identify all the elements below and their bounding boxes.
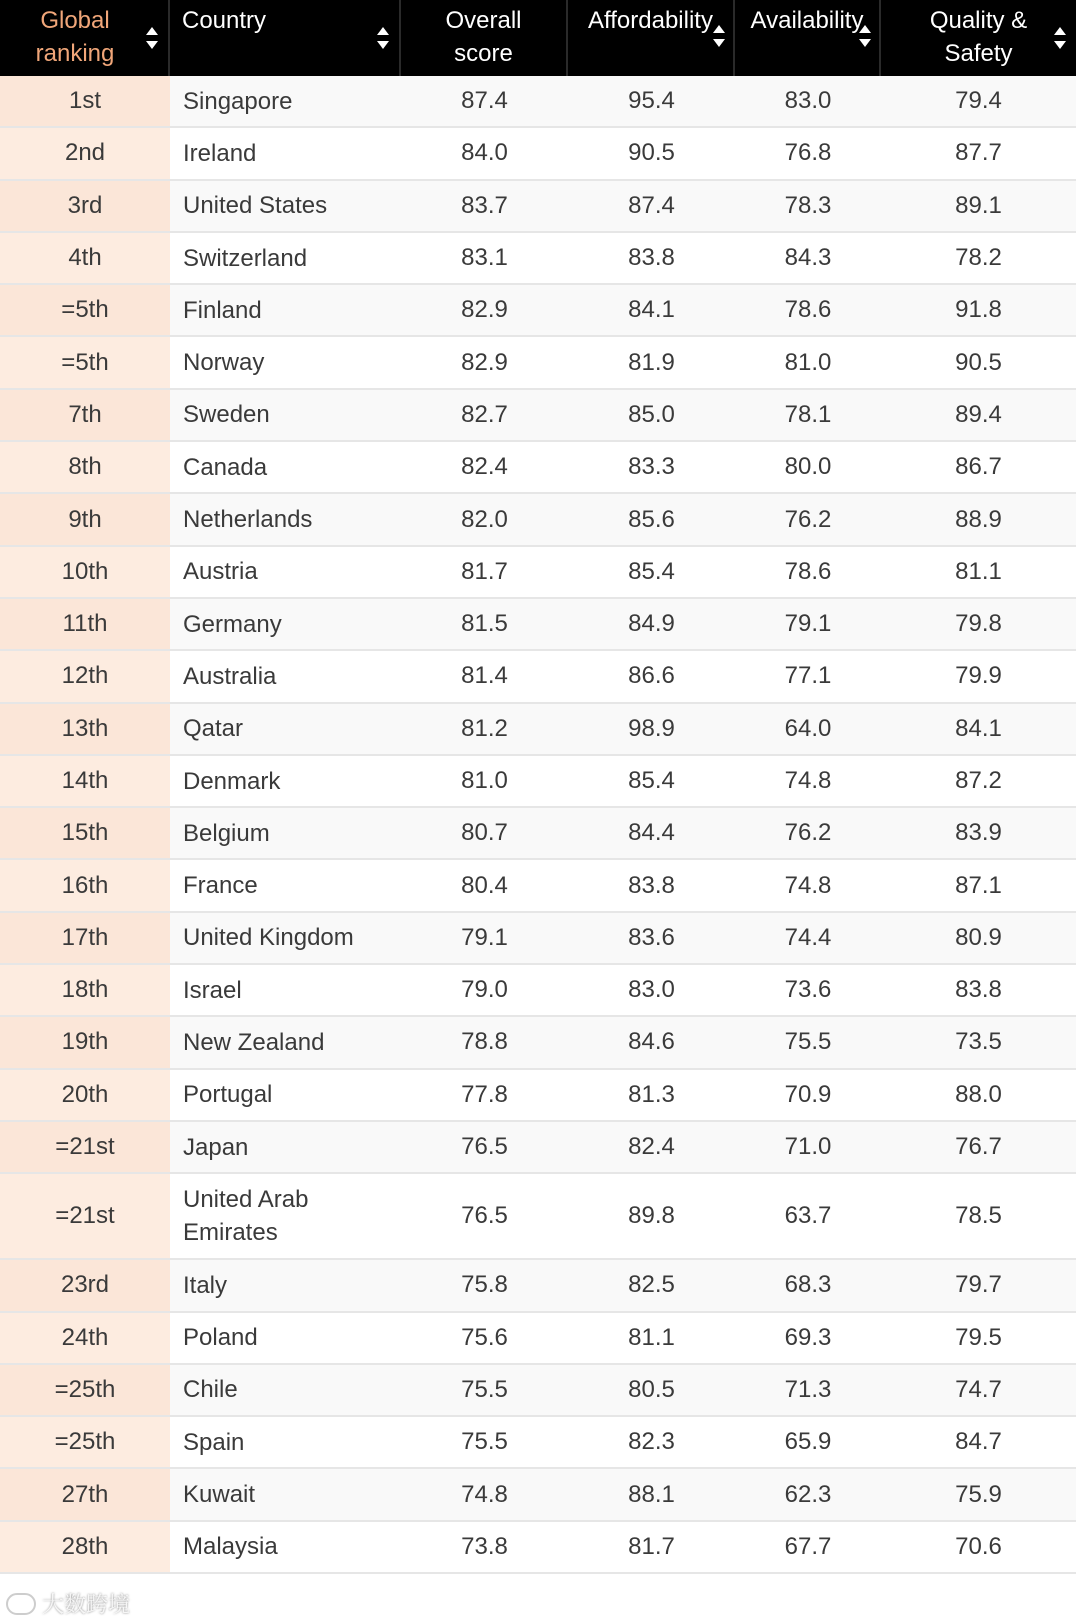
availability-cell: 81.0 [784,348,832,376]
overall-score-cell: 74.8 [461,1480,508,1508]
country-cell: Norway [183,349,265,377]
availability-cell: 76.8 [784,139,832,167]
rank-cell: 17th [0,913,170,963]
availability-cell: 78.6 [784,557,832,585]
affordability-cell: 82.5 [628,1271,675,1299]
affordability-cell: 95.4 [628,87,675,115]
availability-cell: 71.0 [784,1133,832,1161]
table-row [0,1070,1076,1122]
rank-cell: 13th [0,704,170,754]
overall-score-cell: 81.7 [461,557,508,585]
overall-score-cell: 73.8 [461,1532,508,1560]
affordability-cell: 83.8 [628,871,675,899]
quality-safety-cell: 84.1 [955,714,1002,742]
availability-cell: 64.0 [784,714,832,742]
availability-cell: 63.7 [784,1202,832,1230]
country-cell: Israel [183,976,242,1004]
table-row [0,1417,1076,1469]
country-cell: Malaysia [183,1533,278,1561]
table-row [0,1260,1076,1312]
country-cell: Italy [183,1271,228,1299]
quality-safety-cell: 88.0 [955,1080,1002,1108]
quality-safety-cell: 86.7 [955,453,1002,481]
availability-cell: 68.3 [784,1271,832,1299]
availability-cell: 78.3 [784,191,832,219]
overall-score-cell: 77.8 [461,1080,508,1108]
header-label-line1: Overall [445,7,522,34]
overall-score-cell: 79.0 [461,976,508,1004]
rank-cell: 8th [0,442,170,492]
availability-cell: 69.3 [784,1323,832,1351]
overall-score-cell: 76.5 [461,1133,508,1161]
affordability-cell: 82.4 [628,1133,675,1161]
overall-score-cell: 82.4 [461,453,508,481]
quality-safety-cell: 90.5 [955,348,1002,376]
table-row [0,808,1076,860]
rank-cell: 16th [0,860,170,910]
overall-score-cell: 83.7 [461,191,508,219]
table-row [0,285,1076,337]
sort-icon[interactable] [859,24,871,48]
quality-safety-cell: 79.5 [955,1323,1002,1351]
affordability-cell: 84.1 [628,296,675,324]
availability-cell: 79.1 [784,610,832,638]
quality-safety-cell: 79.4 [955,87,1002,115]
table-row [0,76,1076,128]
overall-score-cell: 80.4 [461,871,508,899]
quality-safety-cell: 87.7 [955,139,1002,167]
overall-score-cell: 75.5 [461,1428,508,1456]
overall-score-cell: 80.7 [461,819,508,847]
rank-cell: =25th [0,1417,170,1467]
quality-safety-cell: 89.4 [955,400,1002,428]
table-row [0,442,1076,494]
table-row [0,965,1076,1017]
country-cell: Belgium [183,819,270,847]
quality-safety-cell: 76.7 [955,1133,1002,1161]
header-quality-safety[interactable] [881,0,1076,76]
sort-icon[interactable] [1054,26,1066,50]
country-cell: United States [183,192,328,220]
header-label-line1: Quality & [929,7,1028,34]
header-label-line1: Affordability [588,7,713,34]
rank-cell: 1st [0,76,170,126]
header-overall-score[interactable] [401,0,568,76]
availability-cell: 76.2 [784,819,832,847]
table-row [0,1469,1076,1521]
table-row [0,337,1076,389]
table-row [0,181,1076,233]
overall-score-cell: 82.7 [461,400,508,428]
country-cell: Austria [183,558,258,586]
affordability-cell: 83.6 [628,923,675,951]
affordability-cell: 84.9 [628,610,675,638]
rank-cell: =5th [0,337,170,387]
table-row [0,390,1076,442]
availability-cell: 80.0 [784,453,832,481]
quality-safety-cell: 88.9 [955,505,1002,533]
overall-score-cell: 75.6 [461,1323,508,1351]
table-row [0,599,1076,651]
overall-score-cell: 81.4 [461,662,508,690]
affordability-cell: 83.8 [628,244,675,272]
rank-cell: =21st [0,1122,170,1172]
affordability-cell: 86.6 [628,662,675,690]
country-cell: Portugal [183,1081,273,1109]
watermark [6,1588,130,1619]
quality-safety-cell: 73.5 [955,1028,1002,1056]
quality-safety-cell: 78.5 [955,1202,1002,1230]
availability-cell: 71.3 [784,1375,832,1403]
rank-cell: 14th [0,756,170,806]
country-cell: Kuwait [183,1481,256,1509]
overall-score-cell: 82.9 [461,296,508,324]
affordability-cell: 90.5 [628,139,675,167]
country-cell: Sweden [183,401,270,429]
overall-score-cell: 82.0 [461,505,508,533]
availability-cell: 75.5 [784,1028,832,1056]
country-cell: Canada [183,453,268,481]
country-cell: Denmark [183,767,281,795]
quality-safety-cell: 74.7 [955,1375,1002,1403]
quality-safety-cell: 84.7 [955,1428,1002,1456]
affordability-cell: 98.9 [628,714,675,742]
header-label-line1: Global [40,7,110,34]
affordability-cell: 81.9 [628,348,675,376]
country-cell: Netherlands [183,506,313,534]
table-header-row [0,0,1076,76]
availability-cell: 84.3 [784,244,832,272]
affordability-cell: 84.6 [628,1028,675,1056]
rank-cell: 28th [0,1522,170,1572]
header-availability[interactable] [735,0,881,76]
table-row [0,1365,1076,1417]
affordability-cell: 81.7 [628,1532,675,1560]
header-global-ranking[interactable] [0,0,170,76]
affordability-cell: 87.4 [628,191,675,219]
quality-safety-cell: 87.2 [955,767,1002,794]
availability-cell: 74.8 [784,767,832,794]
overall-score-cell: 79.1 [461,923,508,951]
rank-cell: 24th [0,1313,170,1363]
quality-safety-cell: 81.1 [955,557,1002,585]
availability-cell: 67.7 [784,1532,832,1560]
country-cell: Finland [183,296,262,324]
rank-cell: 2nd [0,128,170,178]
quality-safety-cell: 89.1 [955,191,1002,219]
table-body [0,76,1076,1574]
availability-cell: 78.1 [784,400,832,428]
table-row [0,913,1076,965]
affordability-cell: 83.3 [628,453,675,481]
quality-safety-cell: 80.9 [955,923,1002,951]
quality-safety-cell: 87.1 [955,871,1002,899]
country-cell: Singapore [183,87,293,115]
overall-score-cell: 81.5 [461,610,508,638]
header-label-line2: ranking [35,40,115,67]
table-row [0,494,1076,546]
rank-cell: 15th [0,808,170,858]
country-cell: United Arab Emirates [183,1186,309,1247]
country-cell: Germany [183,610,282,638]
country-cell: Japan [183,1133,249,1161]
rank-cell: =25th [0,1365,170,1415]
quality-safety-cell: 83.9 [955,819,1002,847]
header-label-line2: score [454,40,513,67]
table-row [0,1017,1076,1069]
quality-safety-cell: 70.6 [955,1532,1002,1560]
table-row [0,704,1076,756]
sort-icon[interactable] [146,26,158,50]
rank-cell: 20th [0,1070,170,1120]
table-row [0,1522,1076,1574]
affordability-cell: 85.4 [628,557,675,585]
affordability-cell: 85.6 [628,505,675,533]
overall-score-cell: 83.1 [461,244,508,272]
overall-score-cell: 81.2 [461,714,508,742]
country-cell: Switzerland [183,244,308,272]
availability-cell: 77.1 [784,662,832,690]
country-cell: New Zealand [183,1028,325,1056]
overall-score-cell: 75.5 [461,1375,508,1403]
rank-cell: 27th [0,1469,170,1519]
country-cell: Qatar [183,715,244,743]
affordability-cell: 85.0 [628,400,675,428]
affordability-cell: 81.1 [628,1323,675,1351]
overall-score-cell: 78.8 [461,1028,508,1056]
header-label-line1: Availability [750,7,864,34]
header-country[interactable] [170,0,401,76]
availability-cell: 76.2 [784,505,832,533]
affordability-cell: 89.8 [628,1202,675,1230]
header-label-line2: Safety [944,40,1013,67]
overall-score-cell: 75.8 [461,1271,508,1299]
overall-score-cell: 81.0 [461,767,508,794]
availability-cell: 62.3 [784,1480,832,1508]
affordability-cell: 83.0 [628,976,675,1004]
table-row [0,651,1076,703]
overall-score-cell: 82.9 [461,348,508,376]
quality-safety-cell: 79.7 [955,1271,1002,1299]
rank-cell: 9th [0,494,170,544]
country-cell: Chile [183,1376,238,1404]
rank-cell: =5th [0,285,170,335]
rank-cell: =21st [0,1174,170,1258]
table-row [0,128,1076,180]
table-row [0,233,1076,285]
rank-cell: 18th [0,965,170,1015]
rank-cell: 10th [0,547,170,597]
header-label-line1: Country [182,7,267,34]
quality-safety-cell: 79.9 [955,662,1002,690]
affordability-cell: 88.1 [628,1480,675,1508]
quality-safety-cell: 75.9 [955,1480,1002,1508]
availability-cell: 70.9 [784,1080,832,1108]
overall-score-cell: 76.5 [461,1202,508,1230]
table-row [0,1174,1076,1260]
availability-cell: 74.4 [784,923,832,951]
table-row [0,860,1076,912]
quality-safety-cell: 91.8 [955,296,1002,324]
rank-cell: 3rd [0,181,170,231]
availability-cell: 65.9 [784,1428,832,1456]
country-cell: Australia [183,662,277,690]
overall-score-cell: 87.4 [461,87,508,115]
rank-cell: 7th [0,390,170,440]
rank-cell: 11th [0,599,170,649]
quality-safety-cell: 79.8 [955,610,1002,638]
quality-safety-cell: 83.8 [955,976,1002,1004]
country-cell: France [183,872,258,900]
header-affordability[interactable] [568,0,735,76]
affordability-cell: 80.5 [628,1375,675,1403]
country-cell: Spain [183,1428,245,1456]
rank-cell: 4th [0,233,170,283]
affordability-cell: 81.3 [628,1080,675,1108]
availability-cell: 78.6 [784,296,832,324]
country-cell: United Kingdom [183,924,354,952]
watermark-logo-icon [6,1593,36,1615]
rank-cell: 23rd [0,1260,170,1310]
table-row [0,547,1076,599]
availability-cell: 73.6 [784,976,832,1004]
country-cell: Poland [183,1324,258,1352]
overall-score-cell: 84.0 [461,139,508,167]
availability-cell: 74.8 [784,871,832,899]
sort-icon[interactable] [377,26,389,50]
affordability-cell: 84.4 [628,819,675,847]
country-cell: Ireland [183,139,257,167]
watermark-text: 大数跨境 [42,1592,131,1617]
table-row [0,1313,1076,1365]
affordability-cell: 82.3 [628,1428,675,1456]
affordability-cell: 85.4 [628,767,675,794]
table-row [0,1122,1076,1174]
availability-cell: 83.0 [784,87,832,115]
rank-cell: 12th [0,651,170,701]
sort-icon[interactable] [713,24,725,48]
table-row [0,756,1076,808]
quality-safety-cell: 78.2 [955,244,1002,272]
rank-cell: 19th [0,1017,170,1067]
